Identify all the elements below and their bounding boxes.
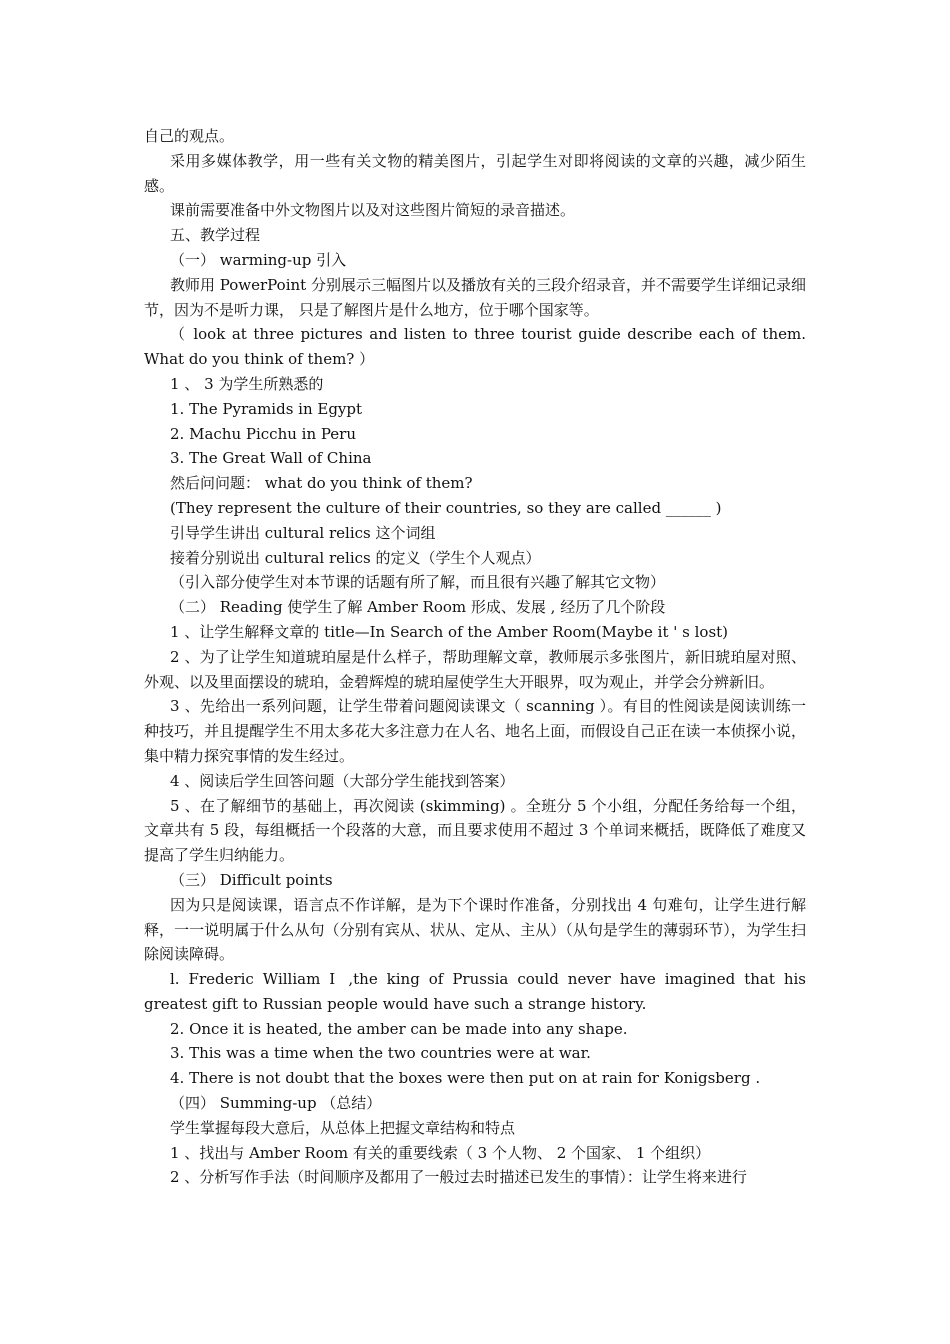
paragraph: 采用多媒体教学，用一些有关文物的精美图片，引起学生对即将阅读的文章的兴趣，减少陌生感。 xyxy=(144,151,806,195)
paragraph: 1. The Pyramids in Egypt xyxy=(170,399,363,418)
paragraph: 3 、先给出一系列问题，让学生带着问题阅读课文（ scanning ）。有目的性阅读是阅读训练一种技巧，并且提醒学生不用太多花大多注意力在人名、地名上面，而假设自己正在读一本侦探小说，集中精力探究事情的发生经过。 xyxy=(144,697,806,765)
paragraph: 接着分别说出 cultural relics 的定义（学生个人观点） xyxy=(170,548,541,567)
paragraph: 然后问问题： what do you think of them? xyxy=(170,474,473,493)
paragraph: 引导学生讲出 cultural relics 这个词组 xyxy=(170,523,436,542)
paragraph: 3. The Great Wall of China xyxy=(170,449,372,468)
paragraph: （三） Difficult points xyxy=(170,870,333,889)
paragraph: 1 、找出与 Amber Room 有关的重要线索（ 3 个人物、 2 个国家、 1 个组织） xyxy=(170,1143,711,1162)
paragraph: （引入部分使学生对本节课的话题有所了解，而且很有兴趣了解其它文物） xyxy=(170,573,666,592)
paragraph: 课前需要准备中外文物图片以及对这些图片简短的录音描述。 xyxy=(170,201,576,220)
paragraph: 教师用 PowerPoint 分别展示三幅图片以及播放有关的三段介绍录音，并不需要学生详细记录细节，因为不是听力课， 只是了解图片是什么地方，位于哪个国家等。 xyxy=(144,275,806,319)
paragraph: 学生掌握每段大意后，从总体上把握文章结构和特点 xyxy=(170,1118,516,1137)
document-body xyxy=(144,124,806,1190)
paragraph: 5 、在了解细节的基础上，再次阅读 (skimming) 。全班分 5 个小组，分配任务给每一个组，文章共有 5 段，每组概括一个段落的大意，而且要求使用不超过 3 个单词来概括，既降低了难度又提高了学生归纳能力。 xyxy=(144,796,806,865)
paragraph: 2. Machu Picchu in Peru xyxy=(170,424,357,443)
paragraph: 2 、为了让学生知道琥珀屋是什么样子，帮助理解文章，教师展示多张图片，新旧琥珀屋对照、外观、以及里面摆设的琥珀，金碧辉煌的琥珀屋使学生大开眼界，叹为观止，并学会分辨新旧。 xyxy=(144,647,806,691)
paragraph: 3. This was a time when the two countries were at war. xyxy=(170,1044,591,1063)
paragraph: 2 、分析写作手法（时间顺序及都用了一般过去时描述已发生的事情）：让学生将来进行 xyxy=(170,1168,747,1187)
paragraph: l. Frederic William Ⅰ ,the king of Prussia could never have imagined that his greatest gift to Russian people would have such a strange history. xyxy=(144,970,806,1013)
paragraph: （二） Reading 使学生了解 Amber Room 形成、发展 , 经历了几个阶段 xyxy=(170,598,666,617)
paragraph: （一） warming-up 引入 xyxy=(170,250,347,269)
paragraph: 1 、 3 为学生所熟悉的 xyxy=(170,374,324,393)
paragraph: (They represent the culture of their countries, so they are called ______ ) xyxy=(170,498,722,517)
paragraph: 五、教学过程 xyxy=(170,226,261,245)
paragraph: 1 、让学生解释文章的 title—In Search of the Amber Room(Maybe it ' s lost) xyxy=(170,622,729,641)
paragraph: 4 、阅读后学生回答问题（大部分学生能找到答案） xyxy=(170,771,515,790)
paragraph: （ look at three pictures and listen to three tourist guide describe each of them. What do you think of them? ） xyxy=(144,325,806,369)
paragraph: 因为只是阅读课，语言点不作详解，是为下个课时作准备，分别找出 4 句难句，让学生进行解释，一一说明属于什么从句（分别有宾从、状从、定从、主从）（从句是学生的薄弱环节），为学生扫除阅读障碍。 xyxy=(144,895,806,964)
paragraph: 4. There is not doubt that the boxes were then put on at rain for Konigsberg . xyxy=(170,1069,761,1088)
paragraph: （四） Summing-up （总结） xyxy=(170,1094,382,1113)
paragraph: 2. Once it is heated, the amber can be made into any shape. xyxy=(170,1019,628,1038)
paragraph: 自己的观点。 xyxy=(144,127,235,145)
